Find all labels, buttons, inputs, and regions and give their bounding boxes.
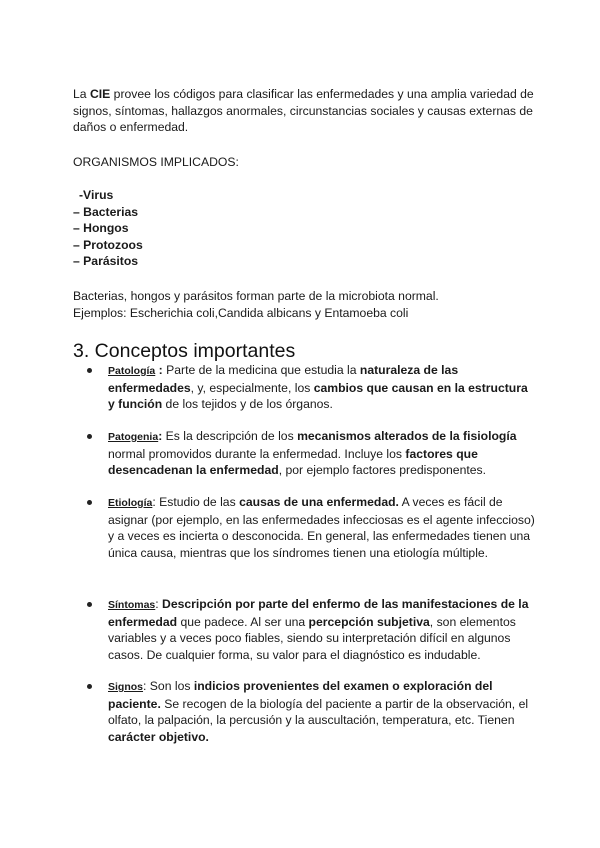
concept-bold: naturaleza de las enfermedades xyxy=(108,363,459,395)
section-title: 3. Conceptos importantes xyxy=(73,340,296,362)
organism-item: – Protozoos xyxy=(73,237,143,252)
concept-term: Etiología xyxy=(108,497,153,509)
intro-text: La xyxy=(73,87,90,101)
concept-bold: factores que desencadenan la enfermedad xyxy=(108,446,478,478)
concept-etiologia xyxy=(108,494,536,561)
examples-paragraph xyxy=(73,288,543,321)
concept-separator: : xyxy=(155,597,159,611)
intro-cie: CIE xyxy=(89,87,111,101)
concept-text: , por ejemplo factores predisponentes. xyxy=(278,463,487,478)
concept-separator: : xyxy=(158,429,163,443)
concept-separator: : xyxy=(152,495,156,509)
bullet-icon xyxy=(87,602,92,607)
concept-text: Se recogen de la biología del paciente a partir de la observación, el olfato, la palpación, la percusión y la auscultación, temperatura, etc. Tienen xyxy=(108,696,529,728)
concept-bold: percepción subjetiva xyxy=(308,614,430,629)
concept-text: , y, especialmente, los xyxy=(190,380,314,395)
examples-line: Ejemplos: Escherichia coli,Candida albicans y Entamoeba coli xyxy=(73,305,409,320)
bullet-icon xyxy=(87,684,92,689)
concept-text: normal promovidos durante la enfermedad. Incluye los xyxy=(108,446,406,461)
bullet-icon xyxy=(87,434,92,439)
concept-text: Son los xyxy=(146,679,194,693)
organism-item: – Bacterias xyxy=(73,204,139,219)
concept-term: Signos xyxy=(108,681,144,693)
concept-bold: causas de una enfermedad. xyxy=(239,495,399,509)
concept-bold: Descripción por parte del enfermo de las manifestaciones de la enfermedad xyxy=(108,597,529,629)
intro-text-rest: provee los códigos para clasificar las enfermedades y una amplia variedad de signos, síntomas, hallazgos anormales, circunstancias sociales y causas externas de daños o enfermedad. xyxy=(73,87,534,135)
concept-bold: indicios provenientes del examen o exploración del paciente. xyxy=(108,679,493,711)
concept-text: , son elementos variables y a veces poco fiables, siendo su interpretación difícil en algunos casos. De cualquier forma, su valor para el diagnóstico es indudable. xyxy=(108,614,516,662)
organisms-list xyxy=(73,187,543,270)
concept-sintomas xyxy=(108,596,536,663)
intro-paragraph xyxy=(73,86,543,136)
concept-text: que padece. Al ser una xyxy=(177,614,309,629)
concept-signos xyxy=(108,678,536,745)
organisms-heading: ORGANISMOS IMPLICADOS: xyxy=(73,155,239,169)
concept-separator: : xyxy=(155,363,163,377)
concept-bold: cambios que causan en la estructura y función xyxy=(108,380,528,412)
concept-term: Patogenia xyxy=(108,431,159,443)
concept-patogenia xyxy=(108,428,536,479)
concept-bold: mecanismos alterados de la fisiología xyxy=(297,429,517,443)
concept-text: Estudio de las xyxy=(155,495,240,509)
concept-term: Síntomas xyxy=(108,599,156,611)
concept-text: A veces es fácil de asignar (por ejemplo, en las enfermedades infecciosas es el agente infeccioso) y a veces es incierta o desconocida. En general, las enfermedades tienen una única causa, mientras que los síndromes tienen una etiología múltiple. xyxy=(108,495,535,560)
concept-text: de los tejidos y de los órganos. xyxy=(162,397,333,412)
examples-line: Bacterias, hongos y parásitos forman parte de la microbiota normal. xyxy=(73,289,439,303)
concept-bold: carácter objetivo. xyxy=(108,729,209,744)
concept-term: Patología xyxy=(108,365,156,377)
concept-patologia xyxy=(108,362,536,413)
organism-item: -Virus xyxy=(79,188,114,202)
bullet-icon xyxy=(87,500,92,505)
bullet-icon xyxy=(87,368,92,373)
concept-separator: : xyxy=(143,679,147,693)
organism-item: – Hongos xyxy=(73,221,129,236)
concept-text: Es la descripción de los xyxy=(162,429,298,443)
concept-text: Parte de la medicina que estudia la xyxy=(162,363,360,377)
organism-item: – Parásitos xyxy=(73,254,139,269)
